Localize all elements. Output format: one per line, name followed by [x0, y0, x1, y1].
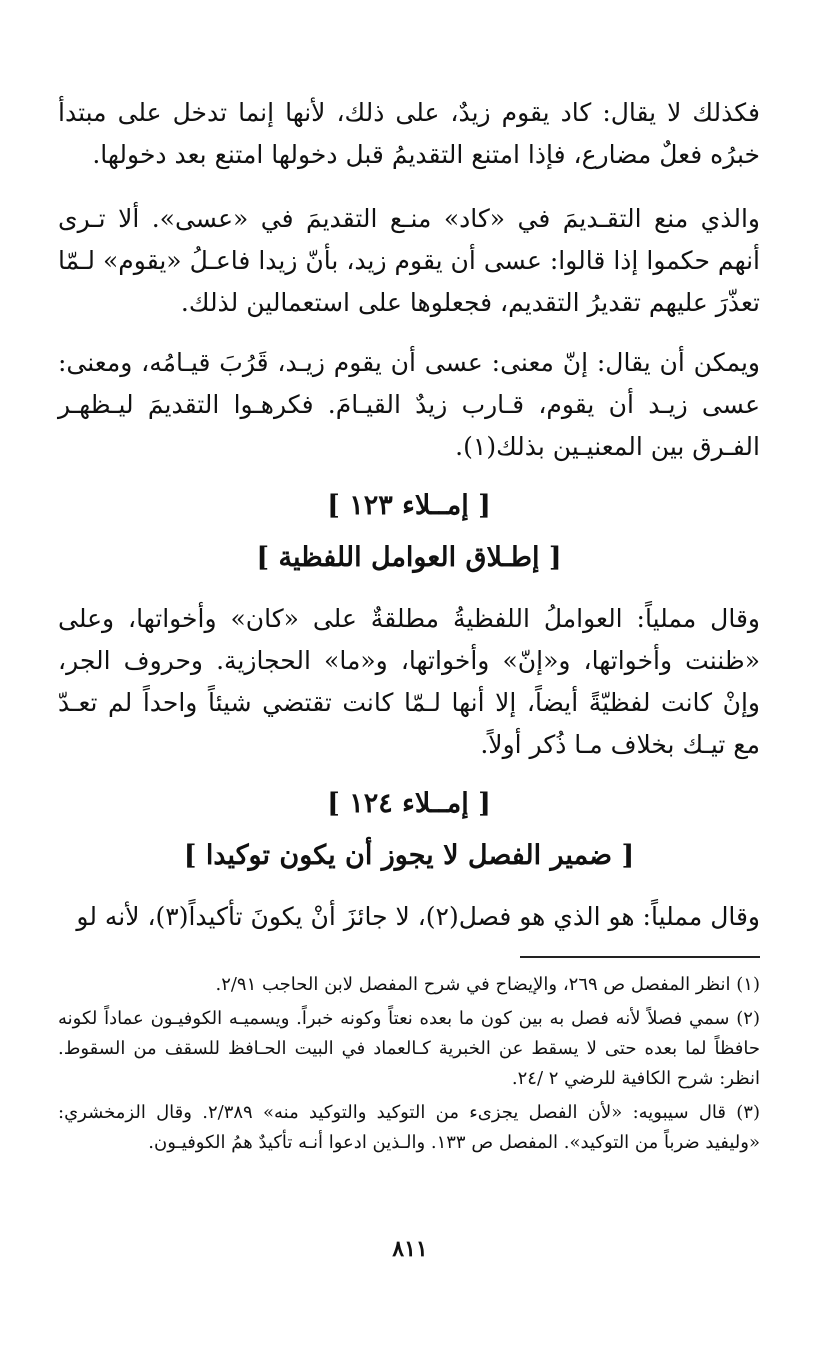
footnote-separator — [520, 956, 760, 958]
section-title-124: [ ضمير الفصل لا يجوز أن يكون توكيدا ] — [183, 840, 635, 871]
paragraph-1: فكذلك لا يقال: كاد يقوم زيدٌ، على ذلك، لأنها إنما تدخل على مبتدأ خبرُه فعلٌ مضارع، فإذا امتنع التقديمُ قبل دخولها امتنع بعد دخولها. — [58, 98, 760, 169]
section-title-123: [ إطـلاق العوامل اللفظية ] — [256, 542, 562, 573]
imla-heading-123: [ إمــلاء ١٢٣ ] — [327, 490, 491, 521]
imla-heading-124: [ إمــلاء ١٢٤ ] — [327, 788, 491, 819]
paragraph-4: وقال مملياً: العواملُ اللفظيةُ مطلقةٌ على «كان» وأخواتها، وعلى «ظننت وأخواتها، و«إنّ» وأخواتها، و«ما» الحجازية. وحروف الجر، وإنْ كانت لفظيّةً أيضاً، إلا أنها لـمّا كانت تقتضي شيئاً واحداً لم تعـدّ مع تيـك بخلاف مـا ذُكر أولاً. — [58, 604, 760, 759]
paragraph-2: والذي منع التقـديمَ في «كاد» منـع التقديمَ في «عسى». ألا تـرى أنهم حكموا إذا قالوا: عسى أن يقوم زيد، بأنّ زيدا فاعـلُ «يقوم» لـمّا تعذّرَ عليهم تقديرُ التقديم، فجعلوها على استعمالين لذلك. — [58, 204, 760, 317]
page-number: ٨١١ — [392, 1236, 428, 1262]
footnote-1: (١) انظر المفصل ص ٢٦٩، والإيضاح في شرح المفصل لابن الحاجب ٢/٩١. — [215, 974, 760, 995]
footnote-2: (٢) سمي فصلاً لأنه فصل به بين كون ما بعده نعتاً وكونه خبراً. ويسميـه الكوفيـون عماداً لكونه حافظاً لما بعده حتى لا يسقط عن الخبرية كـالعماد في البيت الحـافظ للسقف من السقوط. انظر: شرح الكافية للرضي ٢ /٢٤. — [58, 1008, 760, 1089]
footnote-3: (٣) قال سيبويه: «لأن الفصل يجزىء من التوكيد والتوكيد منه» ٢/٣٨٩. وقال الزمخشري: «وليفيد ضرباً من التوكيد». المفصل ص ١٣٣. والـذين ادعوا أنـه تأكيدٌ همُ الكوفيـون. — [58, 1102, 760, 1153]
paragraph-3: ويمكن أن يقال: إنّ معنى: عسى أن يقوم زيـد، قَرُبَ قيـامُه، ومعنى: عسى زيـد أن يقوم، قـارب زيدٌ القيـامَ. فكرهـوا التقديمَ ليـظهـر الفـرق بين المعنيـين بذلك(١). — [58, 348, 760, 461]
paragraph-5: وقال مملياً: هو الذي هو فصل(٢)، لا جائزَ أنْ يكونَ تأكيداً(٣)، لأنه لو — [76, 902, 760, 931]
